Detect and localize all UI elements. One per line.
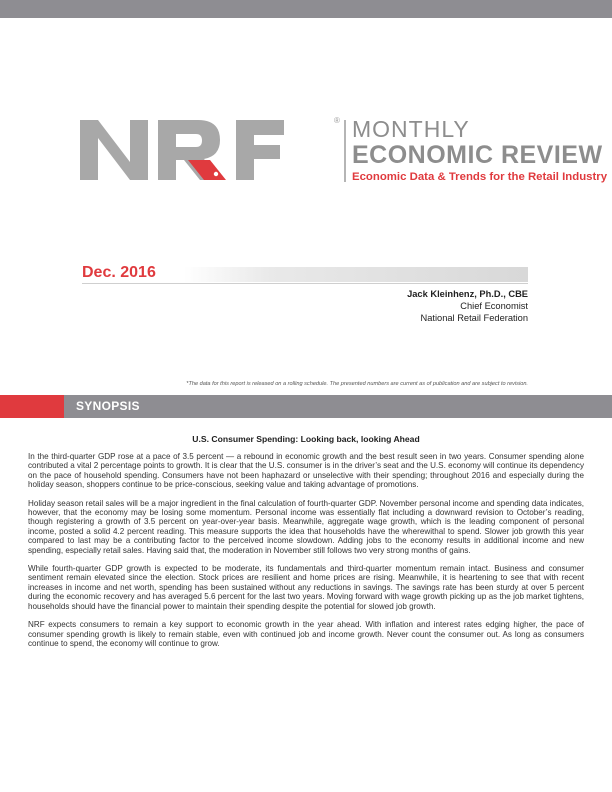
date-divider: [82, 283, 528, 284]
publication-tagline: Economic Data & Trends for the Retail Industry: [352, 171, 608, 183]
nrf-logo: [80, 116, 608, 196]
synopsis-header-bar: [64, 395, 612, 418]
article-paragraph: In the third-quarter GDP rose at a pace of 3.5 percent — a rebound in economic growth and the best result seen in two years. Consumer spending alone contributed a vital 2 percentage points to growth. It is clear that the U.S. consumer is in the driver’s seat and the U.S. economy will continue its dependency on the pace of household spending. Consumers have not been haphazard or unselective with their spending; throughout 2016 and especially during the holiday season, shoppers continue to be price-conscious, seeking value and taking advantage of promotions.: [28, 452, 584, 490]
author-org: National Retail Federation: [420, 313, 528, 323]
disclaimer-note: *The data for this report is released on a rolling schedule. The presented numbers are current as of publication and are subject to revision.: [186, 381, 528, 387]
article-paragraph: Holiday season retail sales will be a major ingredient in the final calculation of fourth-quarter GDP. November personal income and spending data indicates, however, that the economy may be losing some momentum. Personal income was essentially flat including a downward revision to October’s reading, though registering a growth of 3.5 percent on year-over-year basis. Meanwhile, aggregate wage growth, which is the leading component of personal income, posted a solid 4.2 percent reading. This measure supports the idea that households have the wherewithal to spend. Slower job growth this year compared to last may be a contributing factor to the perceived income slowdown. Adding jobs to the economy results in additional income and new spending, especially retail sales. Having said that, the moderation in November still follows two very strong months of gains.: [28, 498, 584, 555]
publication-title-line1: MONTHLY: [352, 116, 470, 142]
synopsis-header: SYNOPSIS: [76, 399, 140, 413]
logo-divider: [344, 120, 346, 182]
synopsis-article: [28, 434, 584, 657]
author-block: [407, 288, 528, 324]
date-bar: [184, 267, 528, 282]
article-title: U.S. Consumer Spending: Looking back, looking Ahead: [192, 434, 420, 444]
publication-title-line2: ECONOMIC REVIEW: [352, 141, 603, 169]
article-paragraph: NRF expects consumers to remain a key support to economic growth in the year ahead. With inflation and interest rates edging higher, the pace of consumer spending growth is likely to remain stable, even with continued job and income growth. Never count the consumer out. As long as consumers continue to spend, the economy will continue to grow.: [28, 620, 584, 648]
trademark-symbol: ®: [334, 116, 340, 125]
top-banner-bar: [0, 0, 612, 18]
article-paragraph: While fourth-quarter GDP growth is expected to be moderate, its fundamentals and third-quarter momentum remain intact. Business and consumer sentiment remain elevated since the election. Stock prices are resilient and home prices are rising. Meanwhile, it is heartening to see that with recent increases in income and net worth, spending has been sustained without any reductions in savings. The savings rate has been sturdy at over 5 percent during the economic recovery and has averaged 5.6 percent for the last two years. Moving forward with wage growth picking up as the job market tightens, households should have the financial power to maintain their spending despite the potential for slowed job growth.: [28, 564, 584, 611]
synopsis-accent: [0, 395, 64, 418]
author-name: Jack Kleinhenz, Ph.D., CBE: [407, 289, 528, 299]
issue-date: Dec. 2016: [82, 264, 156, 281]
nrf-logo-mark-icon: [80, 116, 336, 182]
author-title: Chief Economist: [460, 301, 528, 311]
